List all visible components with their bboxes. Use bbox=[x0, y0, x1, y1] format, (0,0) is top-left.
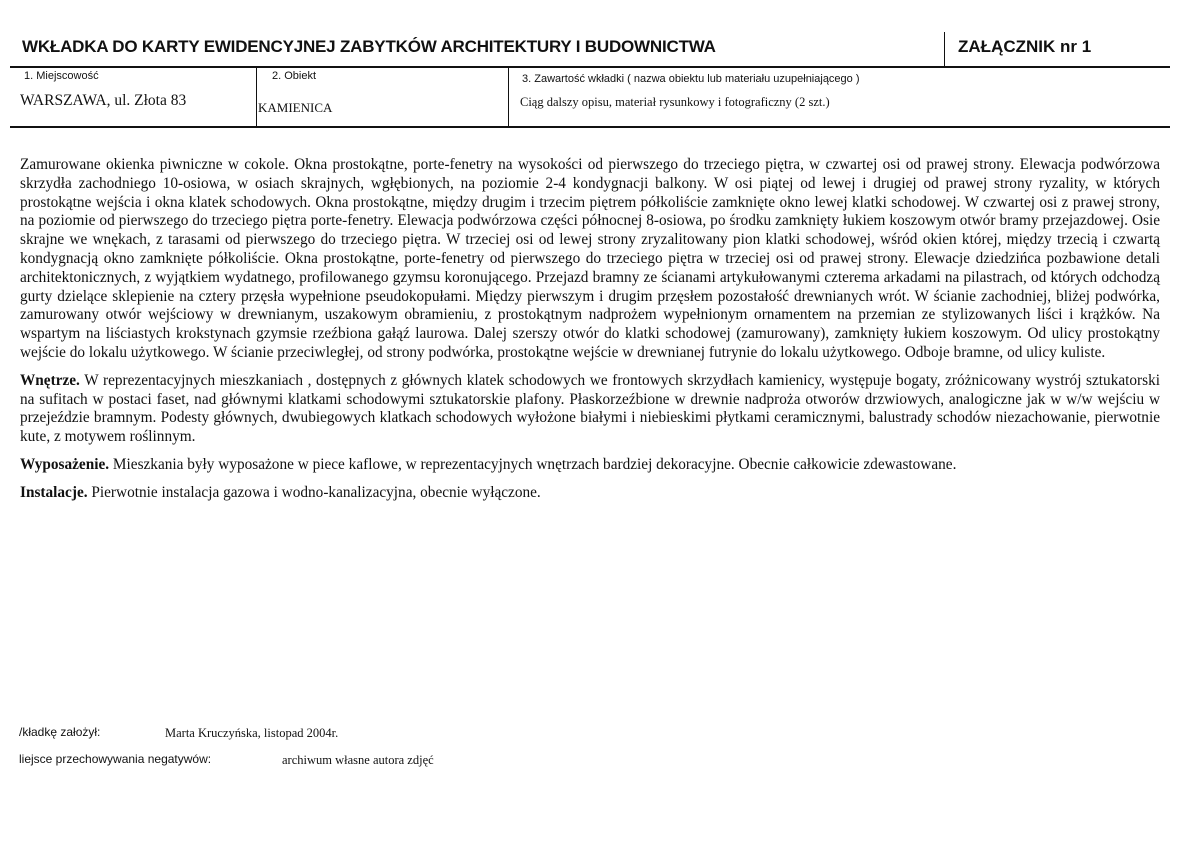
equipment-paragraph bbox=[20, 456, 1160, 475]
field-divider-2 bbox=[508, 67, 509, 127]
equipment-text: Mieszkania były wyposażone w piece kaflowe, w reprezentacyjnych wnętrzach bardziej dekoracyjne. Obecnie całkowicie zdewastowane. bbox=[112, 455, 957, 473]
equipment-heading: Wyposażenie. bbox=[20, 455, 110, 473]
installations-paragraph bbox=[20, 484, 1160, 503]
contents-value: Ciąg dalszy opisu, materiał rysunkowy i fotograficzny (2 szt.) bbox=[520, 95, 830, 109]
installations-text: Pierwotnie instalacja gazowa i wodno-kanalizacyjna, obecnie wyłączone. bbox=[91, 483, 541, 501]
exterior-paragraph: Zamurowane okienka piwniczne w cokole. Okna prostokątne, porte-fenetry na wysokości od pierwszego do trzeciego piętra, w czwartej osi od prawej strony. Elewacja podwórzowa skrzydła zachodniego 10-osiowa, w osiach skrajnych, wgłębionych, na poziomie 2-4 kondygnacji balkony. W osi piątej od lewej i drugiej od prawej strony ryzality, w których prostokątne wejścia i okna klatek schodowych. Okna prostokątne, między drugim i trzecim piętrem półkoliście zamknięte okno lewej klatki schodowej. W czwartej osi z prawej strony, na poziomie od pierwszego do trzeciego piętra porte-fenetry. Elewacja podwórzowa części północnej 8-osiowa, po środku zamknięty łukiem koszowym otwór bramy przejazdowej. Osie skrajne we wnękach, z tarasami od pierwszego do trzeciego piętra. W trzeciej osi od lewej strony zryzalitowany pion klatki schodowej, wśród okien której, między trzecią i czwartą kondygnacją okno zamknięte półkoliście. Okna prostokątne, porte-fenetry od pierwszego do trzeciego piętra w trzeciej osi od prawej strony. Elewacje dziedzińca pozbawione detali architektonicznych, z wyjątkiem wydatnego, profilowanego gzymsu koronującego. Przejazd bramny ze ścianami artykułowanymi czterema arkadami na pilastrach, od których odchodzą gurty dzielące sklepienie na cztery przęsła wypełnione pseudokopułami. Między pierwszym i drugim przęsłem pozostałość drewnianych wrót. W ścianie zachodniej, bliżej podwórka, zamurowany otwór wejściowy w drewnianym, uszakowym obramieniu, z prostokątnym nadprożem wypełnionym ornamentem na przemian ze stylizowanych liści i krążków. Na wspartym na liściastych krokstynach gzymsie rzeźbiona gałąź laurowa. Dalej szerszy otwór do klatki schodowej (zamurowany), zamknięty łukiem koszowym. Od ulicy prostokątny wejście do lokalu użytkowego. W ścianie przeciwległej, od strony podwórka, prostokątne wejście w drewnianej futrynie do lokalu użytkowego. Odboje bramne, od ulicy kuliste. bbox=[20, 156, 1160, 361]
storage-value: archiwum własne autora zdjęć bbox=[282, 753, 434, 767]
installations-heading: Instalacje. bbox=[20, 483, 88, 501]
locality-value: WARSZAWA, ul. Złota 83 bbox=[20, 92, 187, 109]
locality-label: 1. Miejscowość bbox=[24, 70, 99, 82]
contents-label: 3. Zawartość wkładki ( nazwa obiektu lub materiału uzupełniającego ) bbox=[522, 73, 860, 85]
interior-heading: Wnętrze. bbox=[20, 371, 80, 389]
card-title: WKŁADKA DO KARTY EWIDENCYJNEJ ZABYTKÓW ARCHITEKTURY I BUDOWNICTWA bbox=[22, 37, 716, 56]
fields-rule bbox=[10, 126, 1170, 128]
interior-paragraph bbox=[20, 372, 1160, 447]
header-divider bbox=[944, 32, 945, 66]
storage-label: liejsce przechowywania negatywów: bbox=[19, 752, 212, 766]
description-body bbox=[20, 156, 1160, 512]
header-rule bbox=[10, 66, 1170, 68]
object-label: 2. Obiekt bbox=[272, 70, 317, 82]
interior-text: W reprezentacyjnych mieszkaniach , dostępnych z głównych klatek schodowych we frontowych skrzydłach kamienicy, występuje bogaty, zróżnicowany wystrój sztukatorski na sufitach w postaci faset, nad głównymi klatkami schodowymi sztukatorskie plafony. Płaskorzeźbione w drewnie nadproża otworów drzwiowych, analogiczne jak w w/w wejściu w przejeździe bramnym. Podesty głównych, dwubiegowych klatkach schodowych wyłożone białymi i niebieskimi płytkami ceramicznymi, balustrady schodów niezachowanie, pierwotnie kute, z motywem roślinnym. bbox=[20, 371, 1160, 446]
author-label: /kładkę założył: bbox=[19, 725, 101, 739]
object-value: KAMIENICA bbox=[258, 100, 333, 115]
author-value: Marta Kruczyńska, listopad 2004r. bbox=[165, 726, 339, 740]
field-divider-1 bbox=[256, 67, 257, 127]
annex-label: ZAŁĄCZNIK nr 1 bbox=[958, 37, 1092, 56]
